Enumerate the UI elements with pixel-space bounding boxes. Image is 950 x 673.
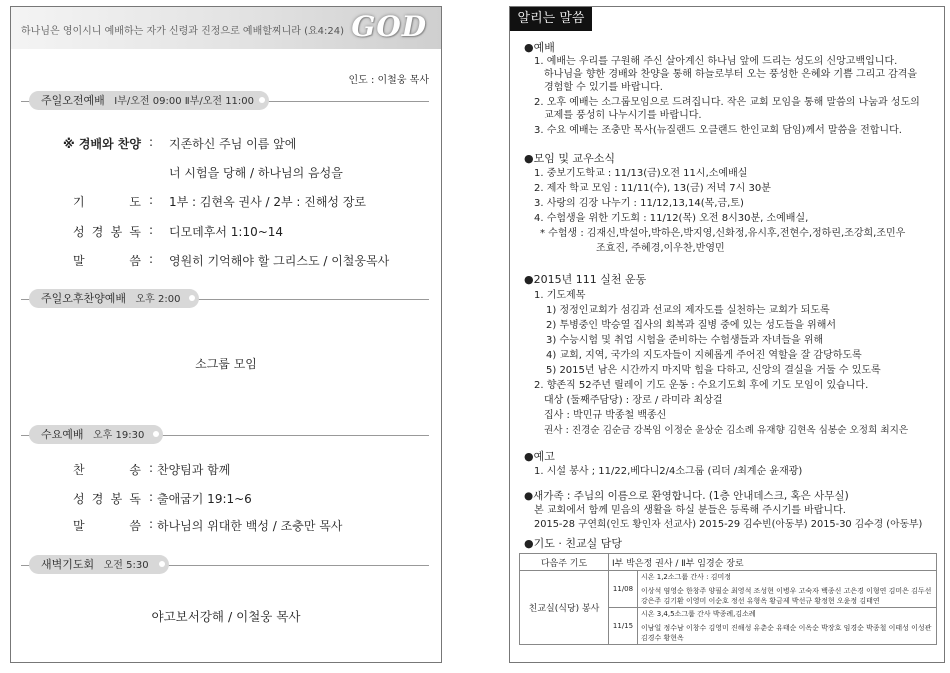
announcement-line: 하나님을 향한 경배와 찬양을 통해 하늘로부터 오는 풍성한 은혜와 기쁨 그리고 감격을 bbox=[544, 69, 918, 80]
order-label: 말 씀 bbox=[73, 519, 141, 533]
table-cell bbox=[638, 571, 937, 608]
section-title: ●새가족 : 주님의 이름으로 환영합니다. (1층 안내데스크, 혹은 사무실) bbox=[524, 490, 849, 502]
duty-table bbox=[519, 553, 937, 645]
table-cell: 11/08 bbox=[609, 571, 638, 608]
announcement-line: 1. 중보기도학교 : 11/13(금)오전 11시,소예배실 bbox=[534, 168, 748, 179]
order-label: 기 도 bbox=[73, 195, 141, 209]
announcement-line: 대상 (둘째주담당) : 장로 / 라미라 최상걸 bbox=[544, 395, 723, 406]
dawn-content: 야고보서강해 / 이철웅 목사 bbox=[151, 609, 301, 624]
god-logo: GOD bbox=[351, 10, 427, 43]
table-cell: 친교실(식당) 봉사 bbox=[520, 571, 609, 645]
section-title: ●모임 및 교우소식 bbox=[524, 152, 615, 165]
duty-head: 시온 1,2소그룹 간사 : 김미정 bbox=[641, 573, 732, 581]
announcement-line: 4. 수험생을 위한 기도회 : 11/12(목) 오전 8시30분, 소예배실, bbox=[534, 213, 809, 224]
section-time: 오후 2:00 bbox=[135, 294, 181, 305]
announcement-line: 본 교회에서 함께 믿음의 생활을 하실 분들은 등록해 주시기를 바랍니다. bbox=[534, 505, 846, 516]
announcement-line: 5) 2015년 남은 시간까지 마지막 힘을 다하고, 신앙의 결실을 거둘 수 있도록 bbox=[546, 365, 881, 376]
table-row bbox=[520, 571, 937, 608]
table-cell: 11/15 bbox=[609, 608, 638, 645]
order-label: ※ 경배와 찬양 bbox=[63, 137, 141, 151]
section-title: 주일오후찬양예배 bbox=[41, 292, 127, 305]
order-value: 너 시험을 당해 / 하나님의 음성을 bbox=[169, 166, 343, 180]
section-title: 수요예배 bbox=[41, 428, 84, 441]
announcement-line: 2. 오후 예배는 소그룹모임으로 드려집니다. 작은 교회 모임을 통해 말씀의 나눔과 성도의 bbox=[534, 97, 920, 108]
section-time: 오후 19:30 bbox=[93, 430, 145, 441]
announcement-line: 집사 : 박민규 박종철 백종신 bbox=[544, 410, 667, 421]
section-time: 오전 5:30 bbox=[103, 560, 149, 571]
section-wednesday-header bbox=[29, 425, 163, 444]
table-cell bbox=[638, 608, 937, 645]
section-morning-header bbox=[29, 91, 269, 110]
order-value: 하나님의 위대한 백성 / 조충만 목사 bbox=[157, 519, 343, 533]
section-dawn-header bbox=[29, 555, 169, 574]
announcement-line: 1. 시설 봉사 ; 11/22,베다니2/4소그룹 (리더 /최계순 윤재광) bbox=[534, 466, 803, 477]
section-title: ●예배 bbox=[524, 41, 555, 54]
table-cell: 다음주 기도 bbox=[520, 554, 609, 571]
announcement-line: 2) 투병중인 박승열 집사의 회복과 질병 중에 있는 성도들을 위해서 bbox=[546, 320, 837, 331]
duty-names: 이상석 염영순 한창주 양필순 최영석 조성현 이병우 고숙자 백종신 고은경 이형연 김미은 김두선 강은주 김기환 이영미 이순호 정선 유형옥 황금제 박선규 황정현 오윤정 김태연 bbox=[641, 587, 932, 605]
section-time: Ⅰ부/오전 09:00 Ⅱ부/오전 11:00 bbox=[114, 96, 255, 107]
order-value: 출애굽기 19:1~6 bbox=[157, 492, 252, 506]
order-label: 성 경 봉 독 bbox=[73, 225, 141, 239]
section-title: 새벽기도회 bbox=[41, 558, 95, 571]
announcement-line: 3) 수능시험 및 취업 시험을 준비하는 수험생들과 자녀들을 위해 bbox=[546, 335, 824, 346]
table-row bbox=[520, 554, 937, 571]
section-afternoon-header bbox=[29, 289, 199, 308]
worship-order-page: 하나님은 영이시니 예배하는 자가 신령과 진정으로 예배할찌니라 (요4:24) GOD 인도 : 이철웅 목사 주일오전예배 Ⅰ부/오전 09:00 Ⅱ부/오전 11:00 ※ 경배와 찬양 : 지존하신 주님 이름 앞에 너 시험을 당해 / 하나님의 음성을 기 도 : 1부 : 김현옥 권사 / 2부 : 진해성 장로 성 경 봉 독 : 디모데후서 1:10~14 말 씀 : 영원히 기억해야 할 그리스도 / 이철웅목사 주일오후찬양예배 오후 2:00 소그룹 모임 수요예배 오후 19:30 찬 송 : 찬양팀과 함께 성 경 봉 독 : 출애굽기 19:1~6 말 씀 : 하나님의 위대한 백성 / 조충만 목사 새벽기도회 오전 5:30 야고보서강해 / 이철웅 목사 bbox=[10, 6, 442, 663]
section-title: ●예고 bbox=[524, 450, 555, 463]
order-value: 디모데후서 1:10~14 bbox=[169, 225, 284, 239]
leader-label: 인도 : 이철웅 목사 bbox=[348, 75, 429, 86]
table-cell: Ⅰ부 박은정 권사 / Ⅱ부 임경순 장로 bbox=[609, 554, 937, 571]
announcement-line: 1) 정정인교회가 섬김과 선교의 제자도를 실천하는 교회가 되도록 bbox=[546, 305, 830, 316]
order-value: 1부 : 김현옥 권사 / 2부 : 진해성 장로 bbox=[169, 195, 367, 209]
duty-head: 시온 3,4,5소그룹 간사 박종례,김소례 bbox=[641, 610, 756, 618]
section-title: ●2015년 111 실천 운동 bbox=[524, 273, 647, 286]
announcement-line: 4) 교회, 지역, 국가의 지도자들이 지혜롭게 주어진 역할을 잘 감당하도록 bbox=[546, 350, 862, 361]
announcement-line: 경험할 수 있기를 바랍니다. bbox=[544, 82, 663, 93]
announcement-line: 권사 : 진경순 김순금 강복임 이정순 윤상순 김소례 유재향 김현옥 심봉순 오정희 최지은 bbox=[544, 425, 909, 436]
order-label: 말 씀 bbox=[73, 254, 141, 268]
announcements-page bbox=[509, 6, 945, 663]
announcement-line: 2015-28 구연희(인도 황인자 선교사) 2015-29 김수빈(아동부) 2015-30 김수경 (아동부) bbox=[534, 519, 923, 530]
announcement-line: 3. 사랑의 김장 나누기 : 11/12,13,14(목,금,토) bbox=[534, 198, 744, 209]
order-label: 성 경 봉 독 bbox=[73, 492, 141, 506]
pill-dot bbox=[159, 561, 165, 567]
announcements-header: 알리는 말씀 bbox=[510, 7, 592, 31]
banner-verse: 하나님은 영이시니 예배하는 자가 신령과 진정으로 예배할찌니라 (요4:24) bbox=[21, 26, 344, 37]
announcement-line: 3. 수요 예배는 조충만 목사(뉴질랜드 오클랜드 한인교회 담임)께서 말씀을 전합니다. bbox=[534, 125, 902, 136]
announcement-line: 조효진, 주혜경,이우찬,반영민 bbox=[596, 243, 725, 254]
announcement-line: 교제를 풍성히 나누시기를 바랍니다. bbox=[544, 110, 702, 121]
order-value: 찬양팀과 함께 bbox=[157, 463, 231, 477]
scripture-banner bbox=[11, 7, 441, 49]
section-title: ●기도 · 친교실 담당 bbox=[524, 537, 622, 550]
announcement-line: 2. 향존직 52주년 릴레이 기도 운동 : 수요기도회 후에 기도 모임이 있습니다. bbox=[534, 380, 869, 391]
pill-dot bbox=[189, 295, 195, 301]
pill-dot bbox=[153, 431, 159, 437]
announcement-line: 2. 제자 학교 모임 : 11/11(수), 13(금) 저녁 7시 30분 bbox=[534, 183, 771, 194]
announcement-line: 1. 예배는 우리를 구원해 주신 살아계신 하나님 앞에 드리는 성도의 신앙고백입니다. bbox=[534, 56, 898, 67]
section-title: 주일오전예배 bbox=[41, 94, 105, 107]
order-value: 영원히 기억해야 할 그리스도 / 이철웅목사 bbox=[169, 254, 390, 268]
pill-dot bbox=[259, 97, 265, 103]
afternoon-content: 소그룹 모임 bbox=[195, 357, 257, 371]
announcement-line: * 수험생 : 김재신,박설아,박하은,박지영,신화정,유시후,전현수,정하린,조강희,조민우 bbox=[540, 228, 906, 239]
order-label: 찬 송 bbox=[73, 463, 141, 477]
order-value: 지존하신 주님 이름 앞에 bbox=[169, 137, 297, 151]
announcement-line: 1. 기도제목 bbox=[534, 290, 586, 301]
duty-names: 이남일 정수남 이창수 김영미 진해성 유춘순 유태순 이옥순 박장호 임경순 박종철 이태성 이성관 김경수 황현옥 bbox=[641, 624, 932, 642]
